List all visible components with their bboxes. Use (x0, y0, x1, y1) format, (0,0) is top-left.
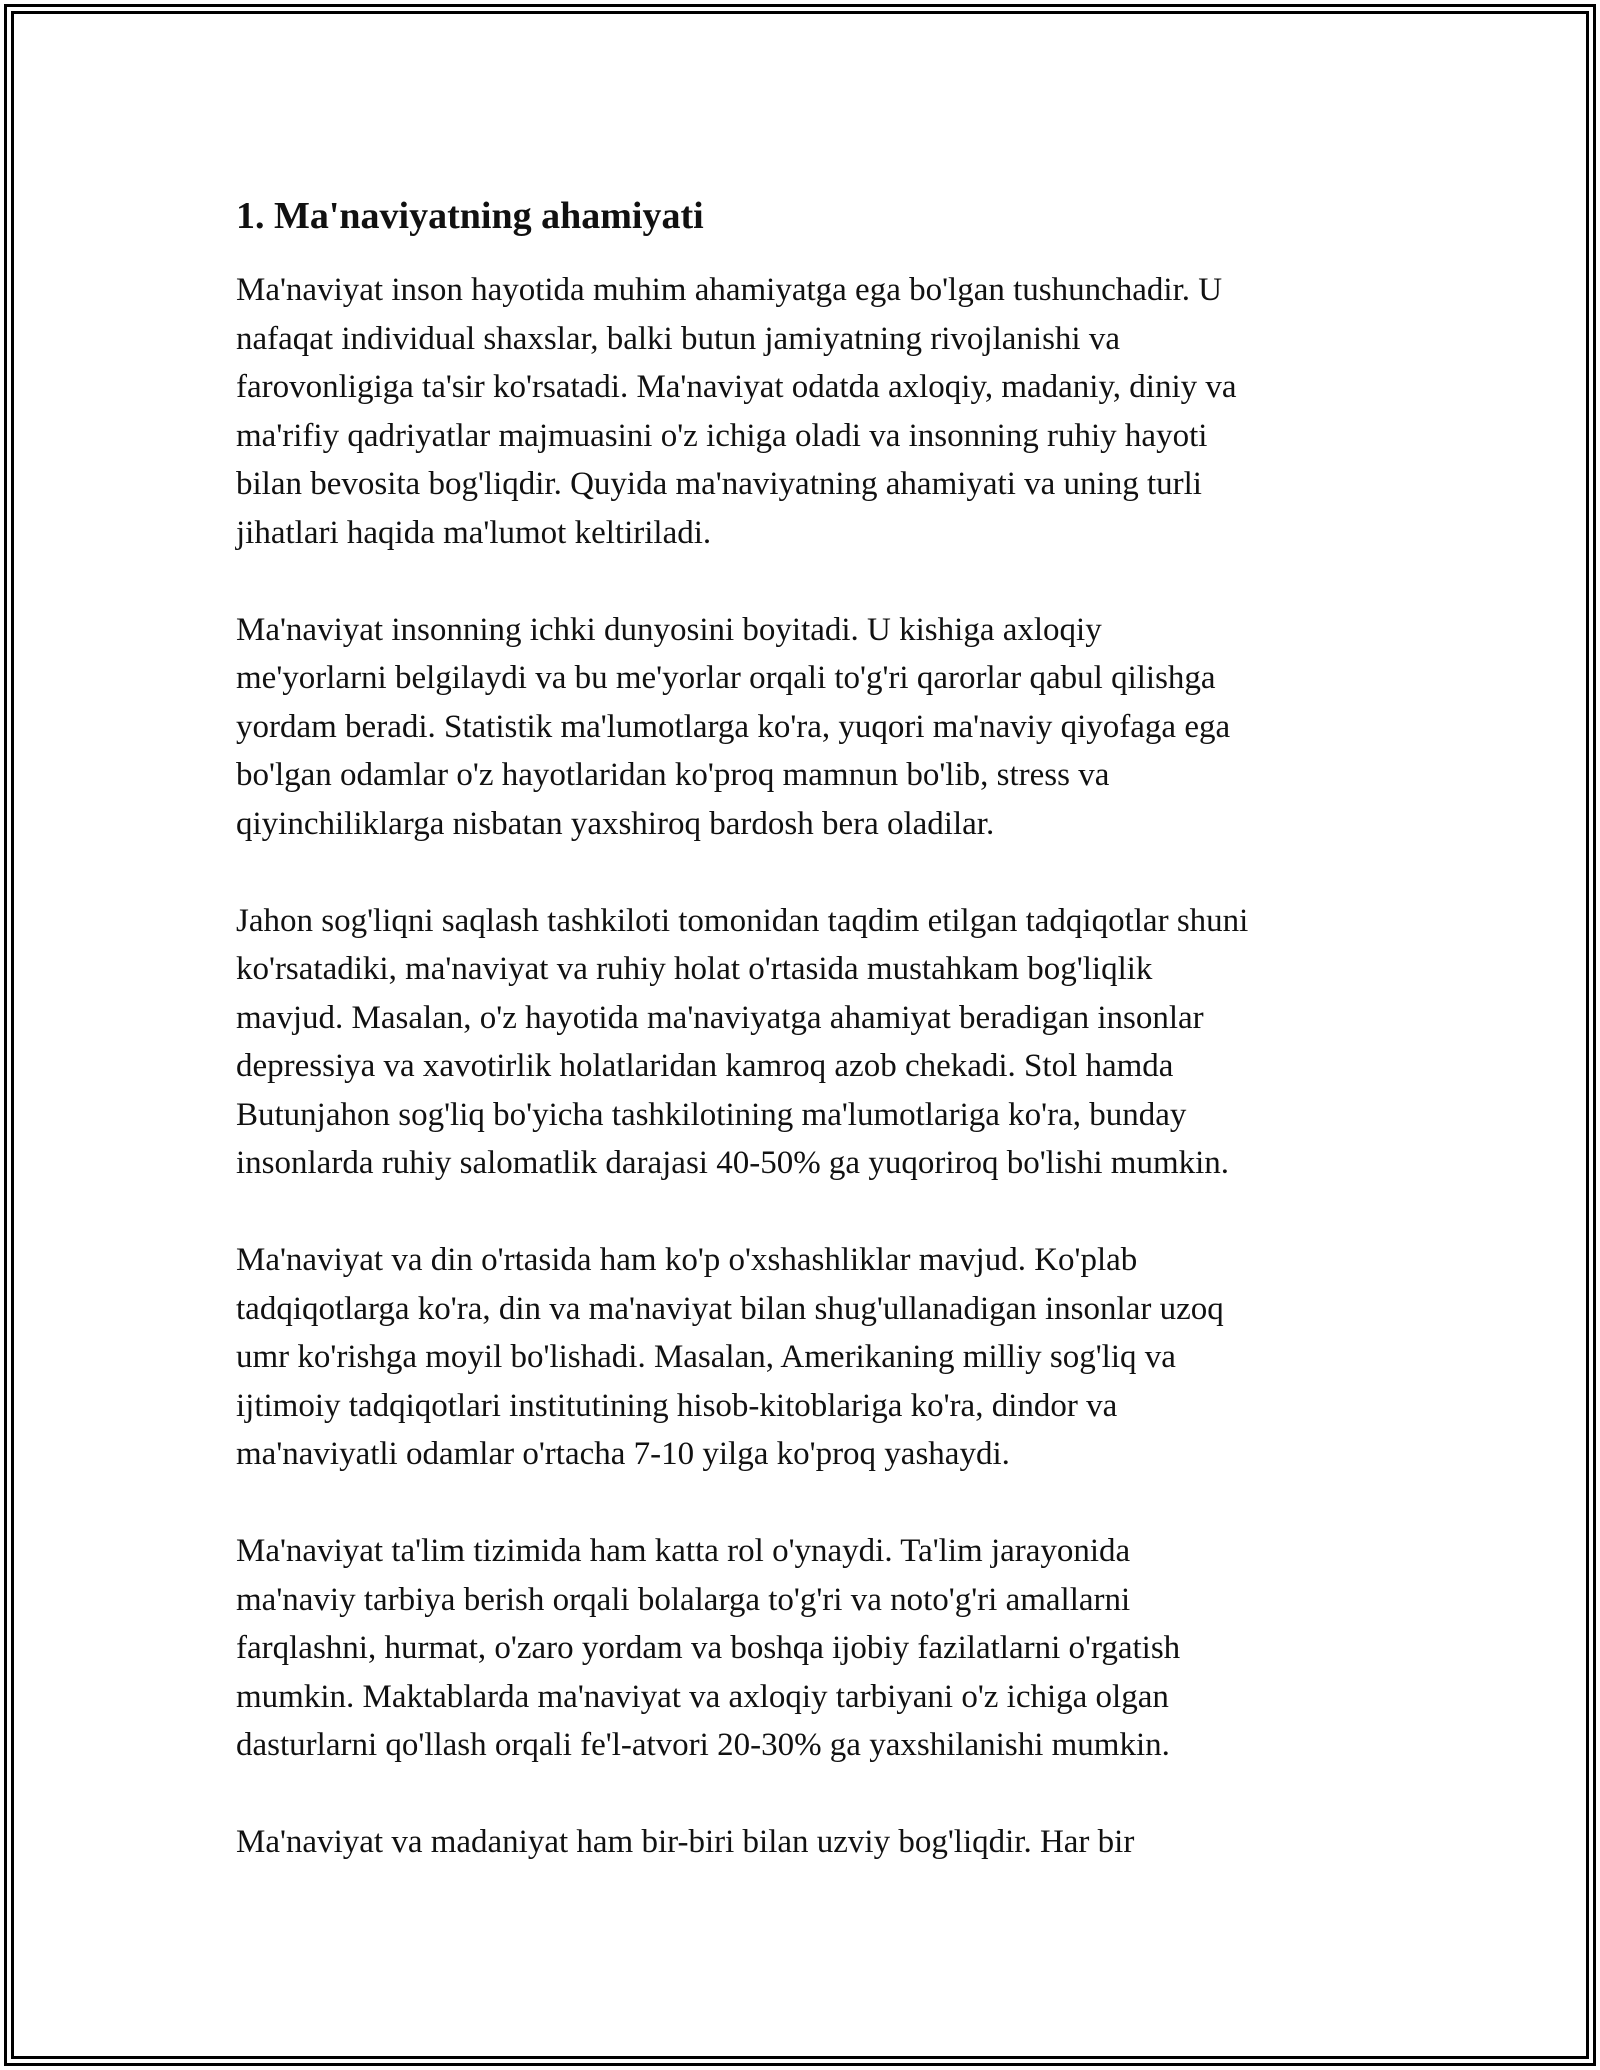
paragraph-3 (236, 897, 1386, 1188)
text-line: bo'lgan odamlar o'z hayotlaridan ko'proq mamnun bo'lib, stress va (236, 757, 1110, 793)
text-line: umr ko'rishga moyil bo'lishadi. Masalan, Amerikaning milliy sog'liq va (236, 1339, 1176, 1375)
paragraph-4 (236, 1236, 1386, 1479)
text-line: Ma'naviyat insonning ichki dunyosini boyitadi. U kishiga axloqiy (236, 611, 1102, 648)
paragraph-5 (236, 1527, 1386, 1770)
text-line: mavjud. Masalan, o'z hayotida ma'naviyatga ahamiyat beradigan insonlar (236, 999, 1204, 1036)
text-line: depressiya va xavotirlik holatlaridan kamroq azob chekadi. Stol hamda (236, 1048, 1174, 1084)
text-line: Butunjahon sog'liq bo'yicha tashkilotining ma'lumotlariga ko'ra, bunday (236, 1096, 1187, 1133)
paragraph-2 (236, 606, 1386, 849)
text-line: jihatlari haqida ma'lumot keltiriladi. (236, 514, 712, 551)
text-line: Ma'naviyat va madaniyat ham bir-biri bilan uzviy bog'liqdir. Har bir (236, 1824, 1135, 1860)
text-line: bilan bevosita bog'liqdir. Quyida ma'naviyatning ahamiyati va uning turli (236, 466, 1202, 502)
text-line: ma'rifiy qadriyatlar majmuasini o'z ichiga oladi va insonning ruhiy hayoti (236, 417, 1208, 454)
paragraph-6 (236, 1818, 1386, 1867)
text-line: tadqiqotlarga ko'ra, din va ma'naviyat bilan shug'ullanadigan insonlar uzoq (236, 1290, 1224, 1327)
text-line: farqlashni, hurmat, o'zaro yordam va boshqa ijobiy fazilatlarni o'rgatish (236, 1630, 1181, 1666)
text-line: farovonligiga ta'sir ko'rsatadi. Ma'naviyat odatda axloqiy, madaniy, diniy va (236, 369, 1237, 405)
text-line: nafaqat individual shaxslar, balki butun jamiyatning rivojlanishi va (236, 320, 1120, 357)
document-body (236, 188, 1386, 1915)
text-line: Ma'naviyat va din o'rtasida ham ko'p o'xshashliklar mavjud. Ko'plab (236, 1242, 1138, 1278)
text-line: ko'rsatadiki, ma'naviyat va ruhiy holat o'rtasida mustahkam bog'liqlik (236, 951, 1153, 987)
text-line: qiyinchiliklarga nisbatan yaxshiroq bardosh bera oladilar. (236, 805, 995, 842)
text-line: dasturlarni qo'llash orqali fe'l-atvori 20-30% ga yaxshilanishi mumkin. (236, 1727, 1170, 1763)
text-line: yordam beradi. Statistik ma'lumotlarga ko'ra, yuqori ma'naviy qiyofaga ega (236, 708, 1231, 745)
text-line: mumkin. Maktablarda ma'naviyat va axloqiy tarbiyani o'z ichiga olgan (236, 1678, 1169, 1715)
text-line: ma'naviy tarbiya berish orqali bolalarga to'g'ri va noto'g'ri amallarni (236, 1581, 1131, 1618)
text-line: me'yorlarni belgilaydi va bu me'yorlar orqali to'g'ri qarorlar qabul qilishga (236, 660, 1216, 696)
text-line: Ma'naviyat inson hayotida muhim ahamiyatga ega bo'lgan tushunchadir. U (236, 272, 1223, 308)
text-line: ma'naviyatli odamlar o'rtacha 7-10 yilga ko'proq yashaydi. (236, 1436, 1010, 1472)
text-line: Ma'naviyat ta'lim tizimida ham katta rol o'ynaydi. Ta'lim jarayonida (236, 1533, 1131, 1569)
text-line: ijtimoiy tadqiqotlari institutining hisob-kitoblariga ko'ra, dindor va (236, 1387, 1118, 1424)
paragraph-1 (236, 266, 1386, 557)
text-line: insonlarda ruhiy salomatlik darajasi 40-50% ga yuqoriroq bo'lishi mumkin. (236, 1145, 1230, 1181)
text-line: Jahon sog'liqni saqlash tashkiloti tomonidan taqdim etilgan tadqiqotlar shuni (236, 902, 1249, 939)
section-heading: 1. Ma'naviyatning ahamiyati (236, 195, 704, 237)
